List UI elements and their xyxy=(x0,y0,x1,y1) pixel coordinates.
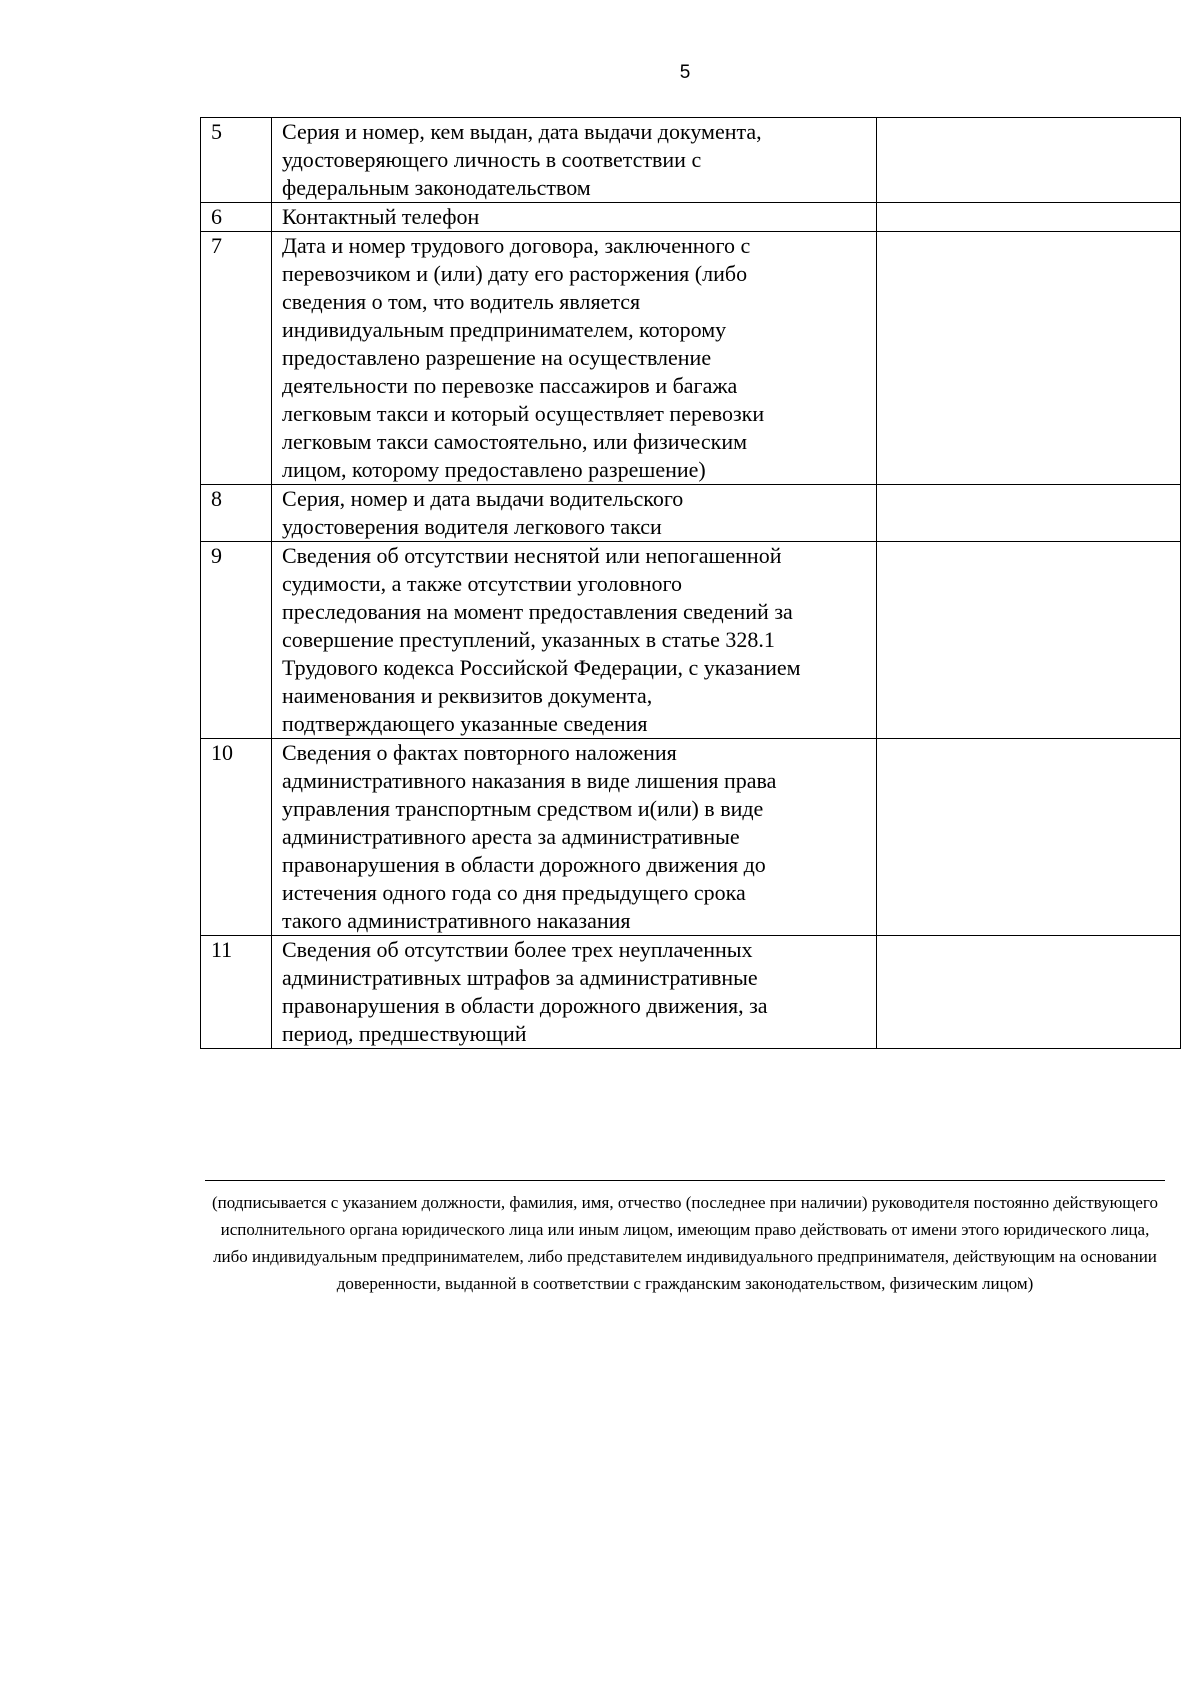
row-description: Серия и номер, кем выдан, дата выдачи документа, удостоверяющего личность в соответствии с федеральным законодательством xyxy=(272,118,877,203)
row-value-cell[interactable] xyxy=(877,118,1181,203)
row-value-cell[interactable] xyxy=(877,485,1181,542)
row-number: 10 xyxy=(201,739,272,936)
row-value-cell[interactable] xyxy=(877,936,1181,1049)
signature-line xyxy=(205,1180,1165,1181)
row-number: 5 xyxy=(201,118,272,203)
row-description: Серия, номер и дата выдачи водительского удостоверения водителя легкового такси xyxy=(272,485,877,542)
table-row xyxy=(201,739,1181,936)
row-description: Сведения об отсутствии более трех неуплаченных административных штрафов за административные правонарушения в области дорожного движения, за период, предшествующий xyxy=(272,936,877,1049)
page-number: 5 xyxy=(679,62,691,83)
row-number: 8 xyxy=(201,485,272,542)
signature-note: (подписывается с указанием должности, фамилия, имя, отчество (последнее при наличии) руководителя постоянно действующего исполнительного органа юридического лица или иным лицом, имеющим право действовать от имени этого юридического лица, либо индивидуальным предпринимателем, либо представителем индивидуального предпринимателя, действующим на основании доверенности, выданной в соответствии с гражданским законодательством, физическим лицом) xyxy=(212,1193,1158,1293)
row-number: 6 xyxy=(201,203,272,232)
row-description: Сведения о фактах повторного наложения административного наказания в виде лишения права управления транспортным средством и(или) в виде административного ареста за административные правонарушения в области дорожного движения до истечения одного года со дня предыдущего срока такого административного наказания xyxy=(272,739,877,936)
table-row xyxy=(201,203,1181,232)
row-description: Сведения об отсутствии неснятой или непогашенной судимости, а также отсутствии уголовного преследования на момент предоставления сведений за совершение преступлений, указанных в статье 328.1 Трудового кодекса Российской Федерации, с указанием наименования и реквизитов документа, подтверждающего указанные сведения xyxy=(272,542,877,739)
row-number: 11 xyxy=(201,936,272,1049)
table-row xyxy=(201,936,1181,1049)
row-description: Дата и номер трудового договора, заключенного с перевозчиком и (или) дату его расторжения (либо сведения о том, что водитель является индивидуальным предпринимателем, которому предоставлено разрешение на осуществление деятельности по перевозке пассажиров и багажа легковым такси и который осуществляет перевозки легковым такси самостоятельно, или физическим лицом, которому предоставлено разрешение) xyxy=(272,232,877,485)
row-value-cell[interactable] xyxy=(877,739,1181,936)
row-number: 7 xyxy=(201,232,272,485)
table-row xyxy=(201,485,1181,542)
table-row xyxy=(201,542,1181,739)
row-description: Контактный телефон xyxy=(272,203,877,232)
table-row xyxy=(201,118,1181,203)
info-table xyxy=(200,117,1181,1049)
row-number: 9 xyxy=(201,542,272,739)
row-value-cell[interactable] xyxy=(877,542,1181,739)
row-value-cell[interactable] xyxy=(877,203,1181,232)
table-row xyxy=(201,232,1181,485)
row-value-cell[interactable] xyxy=(877,232,1181,485)
